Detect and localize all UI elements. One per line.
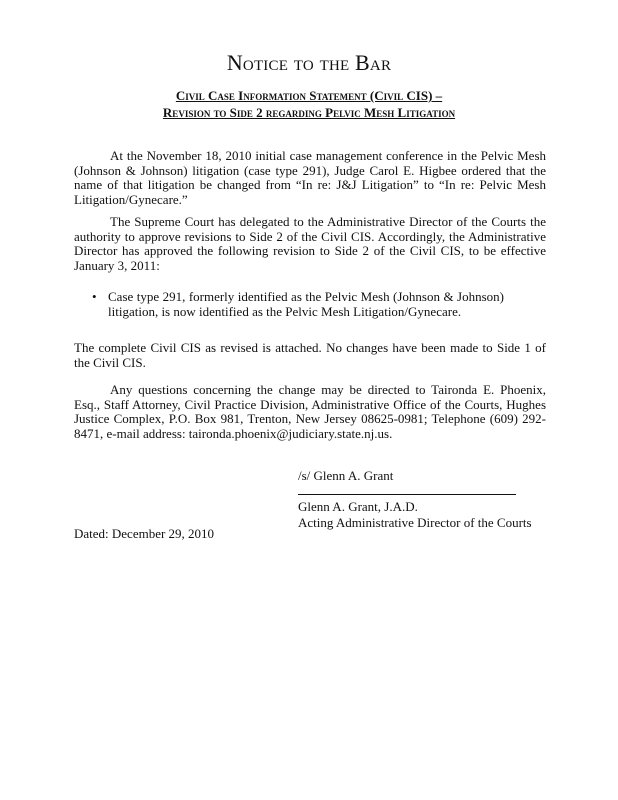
paragraph-attachment: The complete Civil CIS as revised is attached. No changes have been made to Side 1 of the Civil CIS. [74, 340, 546, 370]
revision-list [92, 290, 504, 319]
signature-block [298, 468, 558, 531]
signature-name: Glenn A. Grant, J.A.D. [298, 499, 418, 514]
list-item-text: Case type 291, formerly identified as the Pelvic Mesh (Johnson & Johnson) litigation, is now identified as the Pelvic Mesh Litigation/Gynecare. [108, 289, 504, 319]
document-subtitle-line-1: Civil Case Information Statement (Civil CIS) – [175, 88, 443, 103]
signature-signed: /s/ Glenn A. Grant [298, 468, 394, 483]
paragraph-contact: Any questions concerning the change may be directed to Taironda E. Phoenix, Esq., Staff Attorney, Civil Practice Division, Administrative Office of the Courts, Hughes Justice Complex, P.O. Box 981, Trenton, New Jersey 08625-0981; Telephone (609) 292-8471, e-mail address: taironda.phoenix@judiciary.state.nj.us. [74, 382, 546, 441]
list-item [92, 290, 504, 319]
signature-line [298, 494, 516, 495]
paragraph-delegation: The Supreme Court has delegated to the Administrative Director of the Courts the authority to approve revisions to Side 2 of the Civil CIS. Accordingly, the Administrative Director has approved the following revision to Side 2 of the Civil CIS, to be effective January 3, 2011: [74, 214, 546, 273]
document-subtitle-line-2: Revision to Side 2 regarding Pelvic Mesh Litigation [162, 105, 456, 120]
dated-line: Dated: December 29, 2010 [74, 526, 215, 541]
bullet-icon: • [92, 289, 97, 304]
document-title: Notice to the Bar [226, 50, 392, 75]
signature-position: Acting Administrative Director of the Courts [298, 515, 532, 530]
paragraph-conference-order: At the November 18, 2010 initial case management conference in the Pelvic Mesh (Johnson & Johnson) litigation (case type 291), Judge Carol E. Higbee ordered that the name of that litigation be changed from “In re: J&J Litigation” to “In re: Pelvic Mesh Litigation/Gynecare.” [74, 148, 546, 207]
